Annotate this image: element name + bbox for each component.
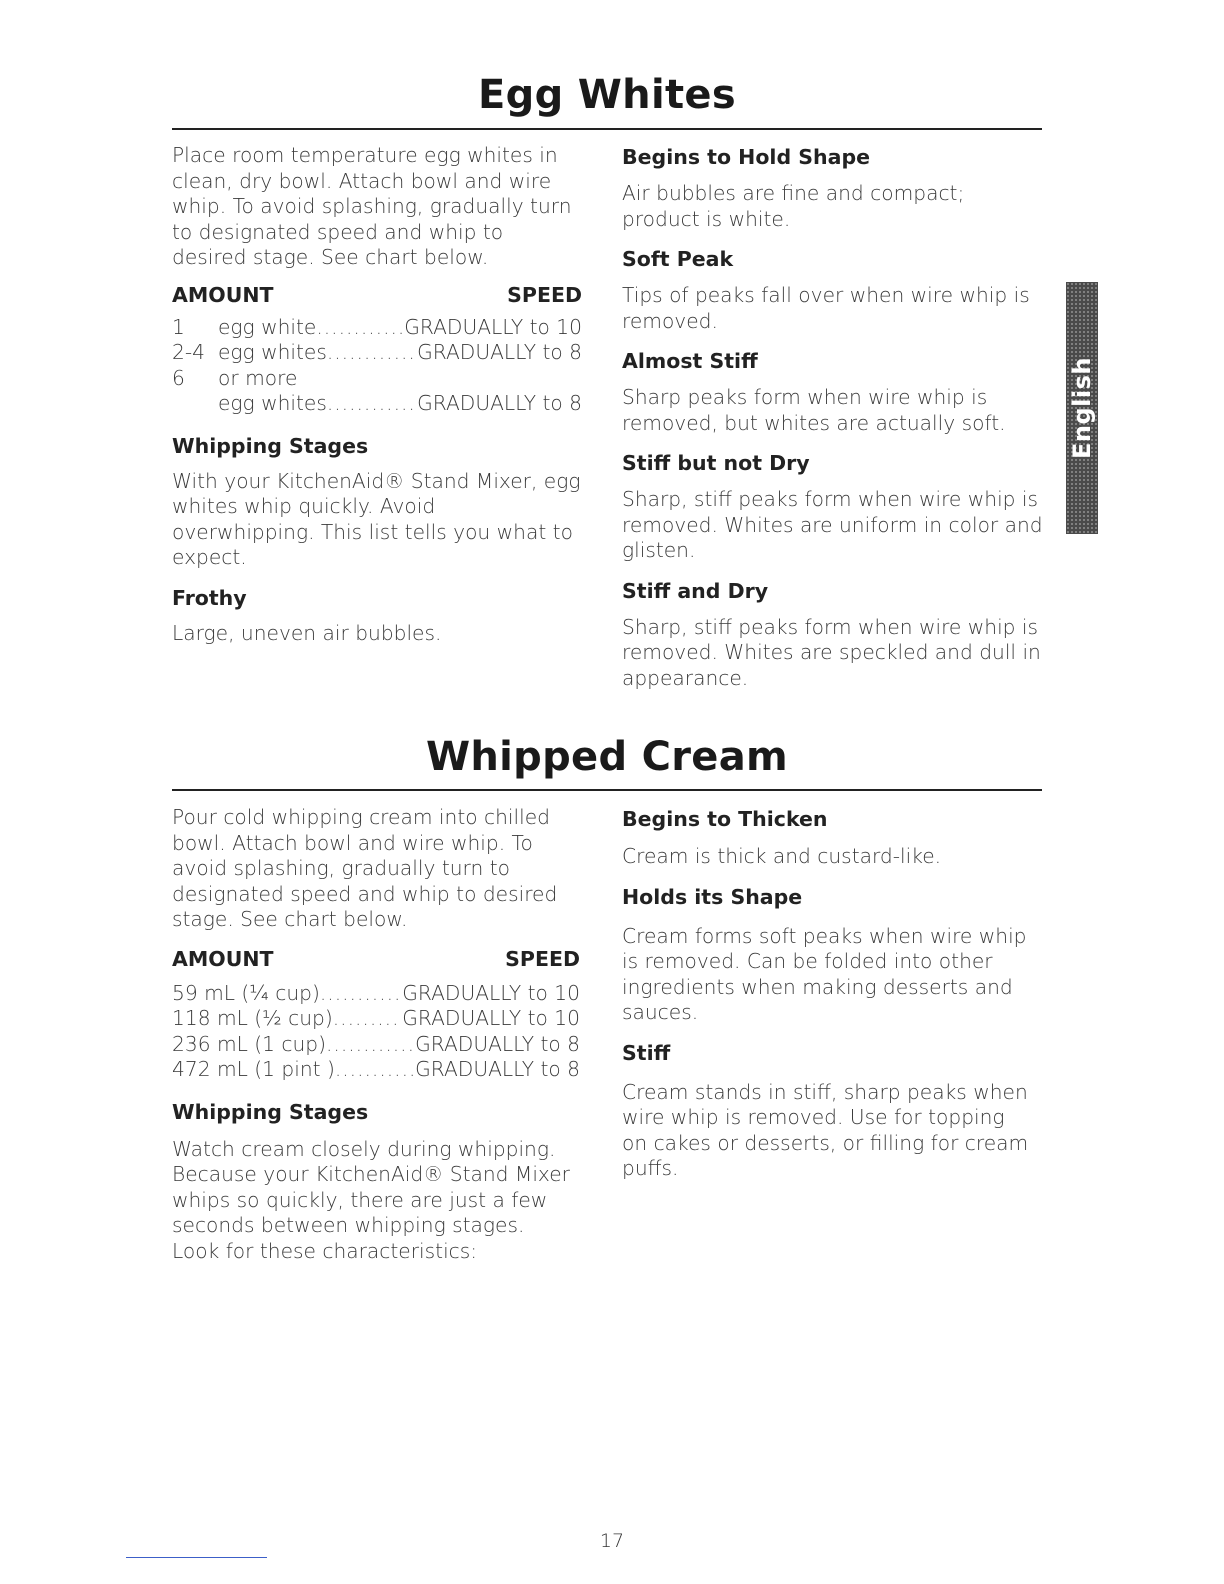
egg-whites-amount-table — [172, 315, 582, 417]
stage-heading: Stiff and Dry — [622, 578, 769, 603]
language-tab — [1066, 282, 1098, 534]
whipped-cream-left-column — [172, 805, 592, 1264]
amount-row: 472 mL (1 pint ) ..... GRADUALLY to 8 — [172, 1057, 580, 1083]
stage-heading: Frothy — [172, 585, 247, 610]
amount-row: 1 egg white ..... GRADUALLY to 10 — [172, 315, 582, 341]
egg-whites-rule — [172, 128, 1042, 130]
egg-whites-stages-intro: With your KitchenAid® Stand Mixer, egg whites whip quickly. Avoid overwhipping. This list tells you what to expect. — [172, 468, 581, 569]
whipped-cream-intro: Pour cold whipping cream into chilled bowl. Attach bowl and wire whip. To avoid splashing, gradually turn to designated speed and whip to desired stage. See chart below. — [172, 805, 558, 931]
amount-row: egg whites ..... GRADUALLY to 8 — [172, 391, 582, 417]
egg-whites-amount-header — [172, 283, 582, 307]
stage-heading: Stiff — [622, 1040, 671, 1065]
whipped-cream-right-column — [622, 806, 1047, 1182]
stage-heading: Soft Peak — [622, 247, 734, 271]
language-tab-label: English — [1068, 357, 1096, 459]
stage-text: Large, uneven air bubbles. — [172, 620, 442, 645]
speed-label: SPEED — [505, 946, 580, 971]
whipped-cream-rule — [172, 789, 1042, 791]
stage-heading: Stiff but not Dry — [622, 451, 810, 475]
amount-label: AMOUNT — [172, 282, 274, 307]
egg-whites-title: Egg Whites — [478, 72, 736, 118]
amount-row: 118 mL (½ cup) ..... GRADUALLY to 10 — [172, 1006, 580, 1032]
stage-text: Sharp, stiff peaks form when wire whip is removed. Whites are uniform in color and glisten. — [622, 487, 1043, 562]
stage-text: Cream stands in stiff, sharp peaks when wire whip is removed. Use for topping on cakes or desserts, or filling for cream puffs. — [622, 1079, 1029, 1180]
amount-row: 6 or more — [172, 365, 298, 390]
stage-heading: Begins to Hold Shape — [622, 145, 871, 169]
footnote-rule — [126, 1557, 267, 1558]
stage-heading: Almost Stiff — [622, 349, 758, 373]
egg-whites-intro: Place room temperature egg whites in clean, dry bowl. Attach bowl and wire whip. To avoid splashing, gradually turn to designated speed and whip to desired stage. See chart below. — [172, 143, 572, 269]
egg-whites-right-column — [622, 144, 1047, 691]
amount-row: 59 mL (¼ cup) ..... GRADUALLY to 10 — [172, 981, 580, 1007]
speed-label: SPEED — [507, 282, 582, 307]
stage-text: Air bubbles are fine and compact; product is white. — [622, 181, 965, 231]
egg-whites-stages-heading: Whipping Stages — [172, 433, 369, 458]
stage-text: Tips of peaks fall over when wire whip is removed. — [622, 283, 1030, 333]
stage-text: Sharp peaks form when wire whip is removed, but whites are actually soft. — [622, 385, 1006, 435]
egg-whites-left-column — [172, 143, 592, 646]
whipped-cream-stages-heading: Whipping Stages — [172, 1099, 369, 1124]
whipped-cream-amount-header — [172, 947, 580, 971]
whipped-cream-title: Whipped Cream — [425, 734, 789, 780]
stage-text: Cream forms soft peaks when wire whip is removed. Can be folded into other ingredients when making desserts and sauces. — [622, 923, 1027, 1024]
whipped-cream-amount-table — [172, 981, 580, 1083]
amount-row: 236 mL (1 cup) ..... GRADUALLY to 8 — [172, 1032, 580, 1058]
stage-text: Cream is thick and custard-like. — [622, 844, 942, 868]
amount-label: AMOUNT — [172, 946, 274, 971]
amount-row: 2-4 egg whites ..... GRADUALLY to 8 — [172, 340, 582, 366]
stage-heading: Holds its Shape — [622, 884, 803, 909]
page-number: 17 — [599, 1530, 625, 1552]
stage-text: Sharp, stiff peaks form when wire whip is removed. Whites are speckled and dull in appearance. — [622, 614, 1041, 690]
whipped-cream-stages-intro: Watch cream closely during whipping. Because your KitchenAid® Stand Mixer whips so quickly, there are just a few seconds between whipping stages. Look for these characteristics: — [172, 1136, 570, 1263]
stage-heading: Begins to Thicken — [622, 807, 828, 831]
